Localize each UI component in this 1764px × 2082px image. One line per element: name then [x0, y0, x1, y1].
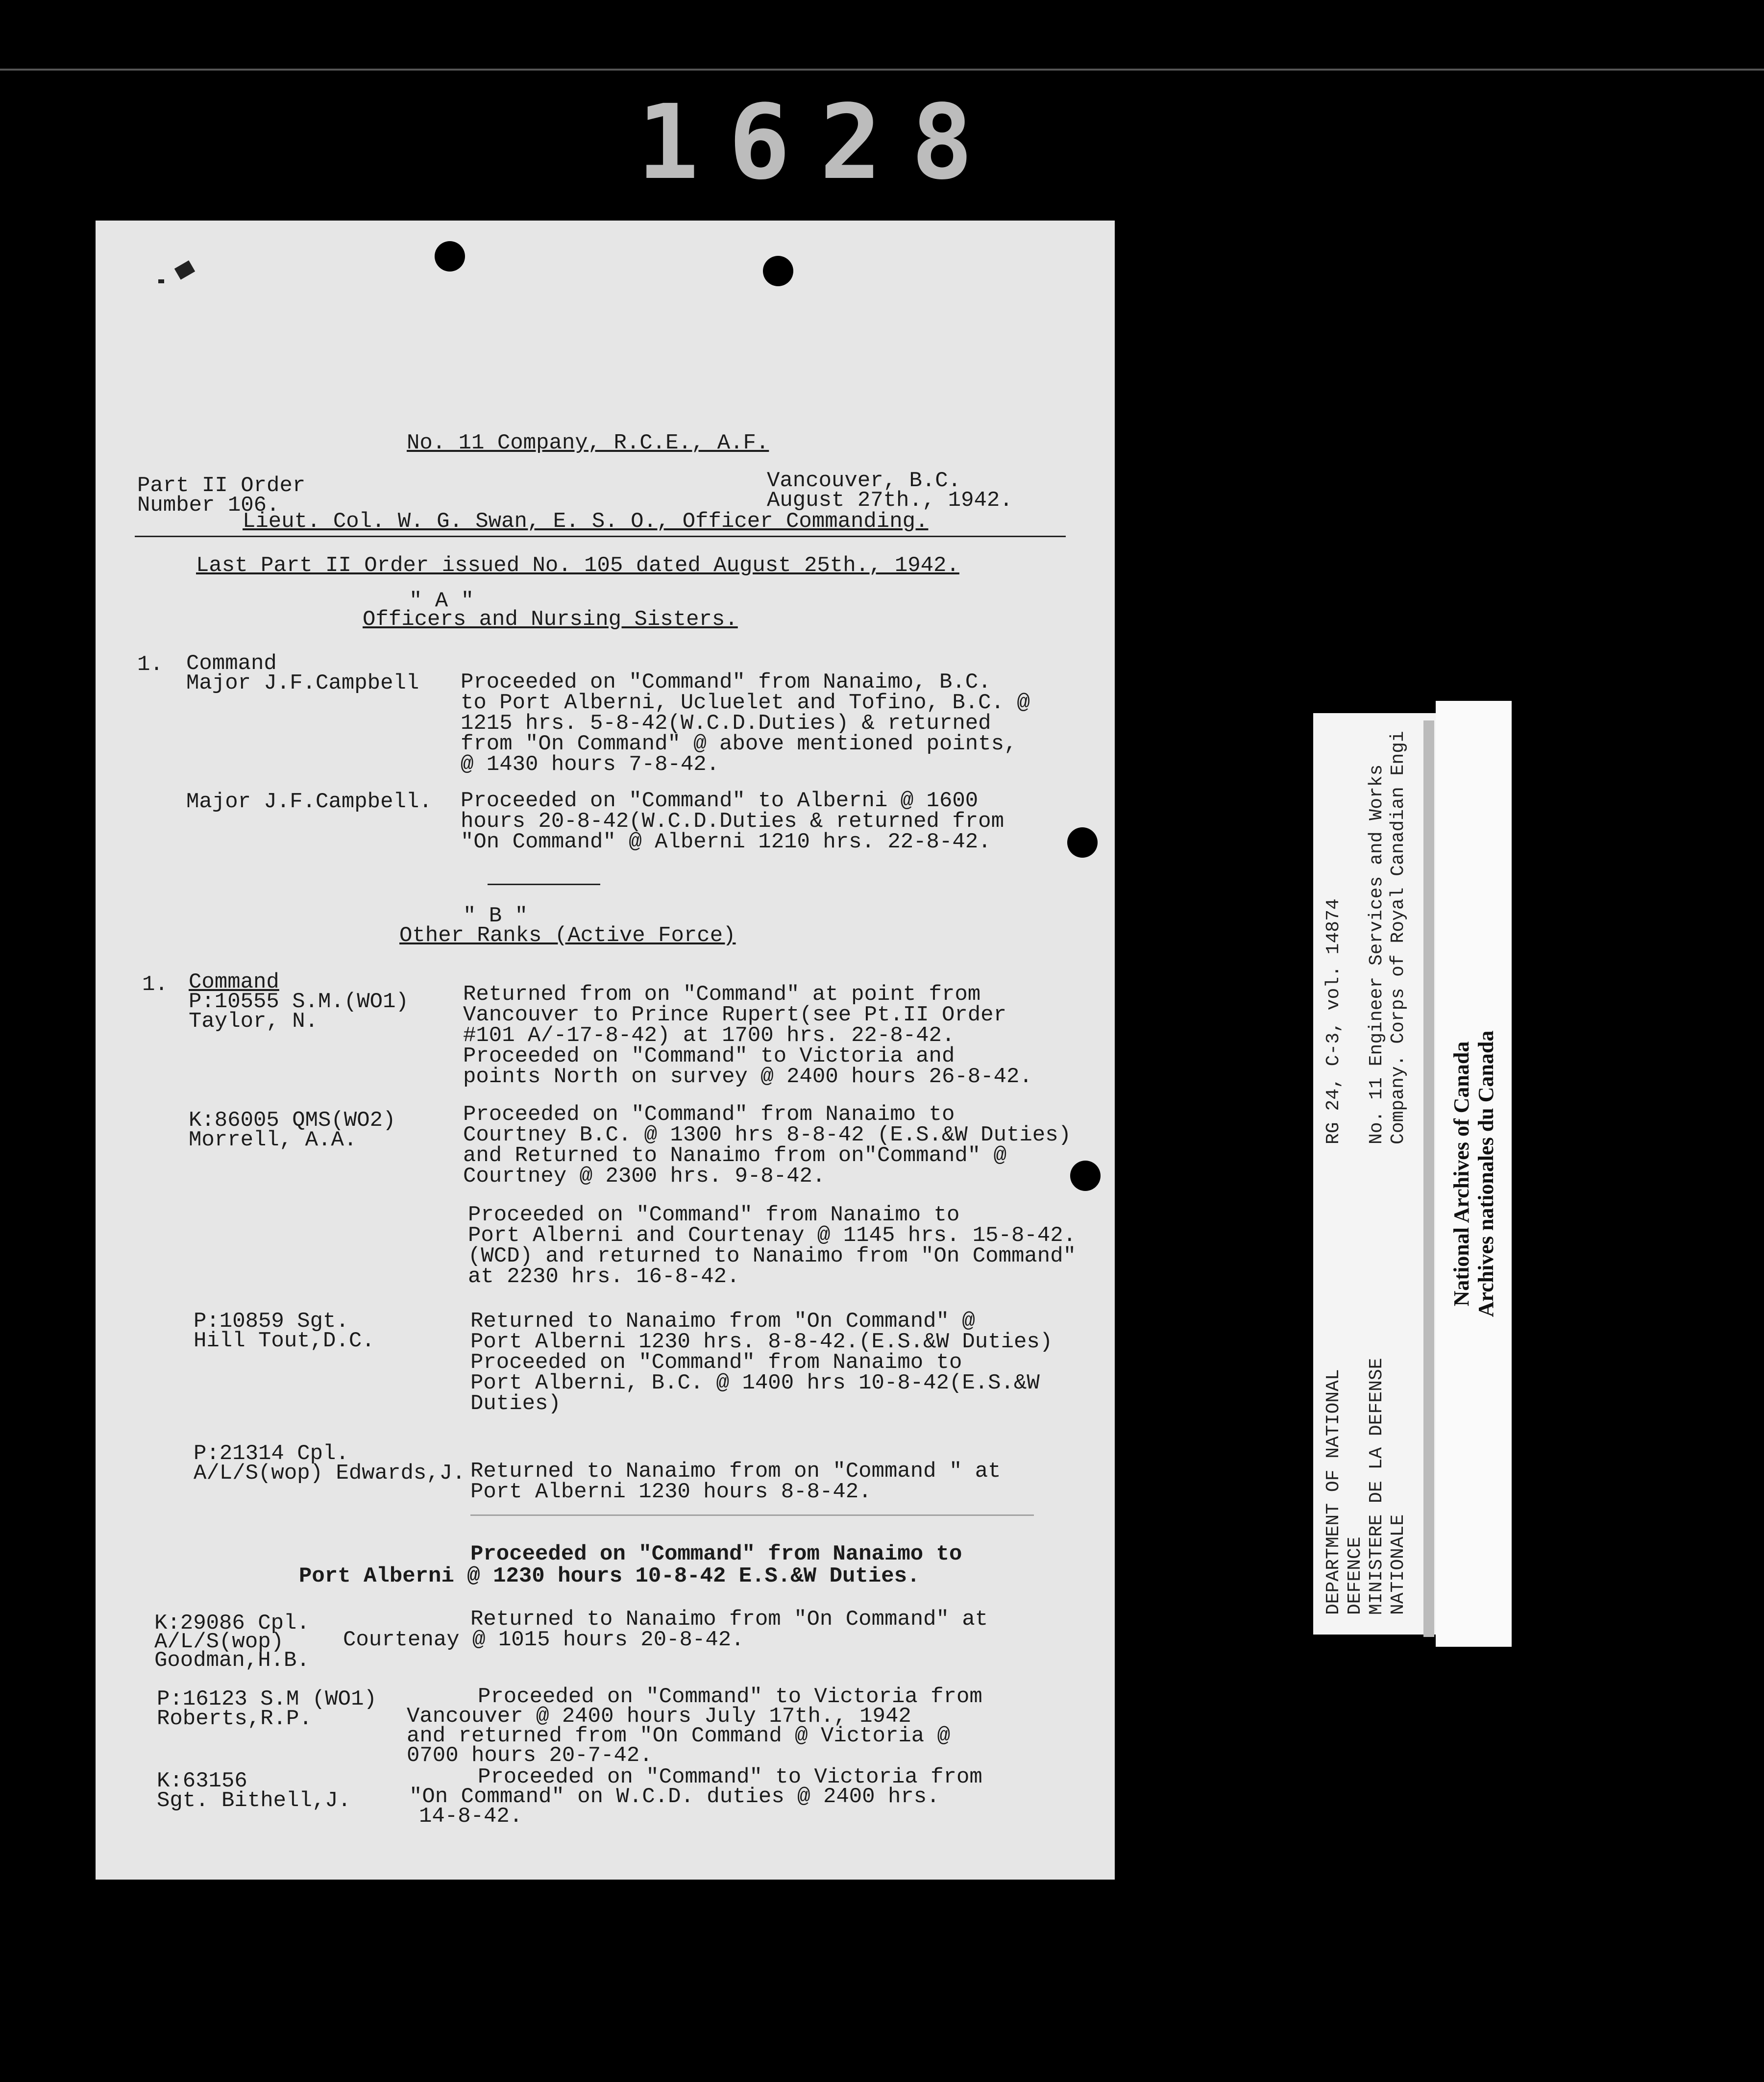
entry-name: Morrell, A.A.	[189, 1128, 357, 1152]
entry-text-line: at 2230 hrs. 16-8-42.	[468, 1264, 740, 1289]
label-line: DEPARTMENT OF NATIONAL	[1323, 1369, 1344, 1615]
archives-name-en: National Archives of Canada	[1449, 1041, 1473, 1307]
entry-text-line: Courtney B.C. @ 1300 hrs 8-8-42 (E.S.&W Duties)	[463, 1123, 1072, 1147]
ink-blot	[158, 279, 164, 283]
entry-text-line: and Returned to Nanaimo from on"Command" @	[463, 1143, 1006, 1168]
header-rule	[135, 536, 1066, 537]
entry-text-line: Duties)	[470, 1391, 561, 1416]
entry-text-line: Returned from on "Command" at point from	[463, 982, 981, 1007]
section-a-item-heading: Command	[186, 651, 277, 676]
entry-name: P:10555 S.M.(WO1)	[189, 990, 409, 1014]
entry-text-line: Port Alberni and Courtenay @ 1145 hrs. 15-8-42.	[468, 1223, 1077, 1248]
entry-text-line: "On Command" @ Alberni 1210 hrs. 22-8-42.	[461, 830, 991, 854]
last-order-line: Last Part II Order issued No. 105 dated August 25th., 1942.	[196, 553, 959, 578]
order-date: August 27th., 1942.	[767, 488, 1013, 513]
entry-name: K:86005 QMS(WO2)	[189, 1108, 396, 1133]
entry-text-line: to Port Alberni, Ucluelet and Tofino, B.C. @	[461, 691, 1030, 715]
section-a-title: Officers and Nursing Sisters.	[363, 607, 738, 632]
entry-name: Taylor, N.	[189, 1009, 318, 1034]
section-a-letter: " A "	[409, 589, 474, 613]
label-line: DEFENCE	[1345, 1537, 1366, 1615]
entry-name: Goodman,H.B.	[154, 1648, 310, 1673]
entry-text-line: Returned to Nanaimo from on "Command " at	[470, 1459, 1001, 1484]
archive-label	[1313, 713, 1437, 1635]
entry-name: Hill Tout,D.C.	[194, 1329, 375, 1353]
section-b-item-heading: Command	[189, 970, 279, 994]
entry-text-line: Port Alberni 1230 hours 8-8-42.	[470, 1480, 872, 1504]
bold-entry-line: Port Alberni @ 1230 hours 10-8-42 E.S.&W Duties.	[299, 1564, 920, 1588]
punch-hole	[435, 241, 465, 272]
entry-text-line: Proceeded on "Command" to Victoria from	[478, 1765, 982, 1789]
label-edge	[1423, 720, 1434, 1637]
entry-text-line: hours 20-8-42(W.C.D.Duties & returned from	[461, 809, 1004, 834]
entry-text-line: Proceeded on "Command" to Victoria and	[463, 1044, 955, 1068]
archives-slip	[1436, 701, 1512, 1647]
entry-name: A/L/S(wop)	[154, 1630, 284, 1654]
punch-hole	[1067, 827, 1098, 858]
entry-text-line: and returned from "On Command @ Victoria @	[407, 1724, 950, 1748]
archives-name-fr: Archives nationales du Canada	[1474, 1030, 1498, 1317]
entry-text-line: points North on survey @ 2400 hours 26-8-42.	[463, 1065, 1032, 1089]
entry-text-line: Port Alberni, B.C. @ 1400 hrs 10-8-42(E.S.&W	[470, 1371, 1040, 1395]
frame-number: 1628	[637, 82, 1003, 202]
entry-name: Major J.F.Campbell.	[186, 790, 432, 814]
entry-text-line: Port Alberni 1230 hrs. 8-8-42.(E.S.&W Duties)	[470, 1330, 1053, 1354]
section-a-item-number: 1.	[137, 652, 163, 677]
entry-text-line: Courtney @ 2300 hrs. 9-8-42.	[463, 1164, 826, 1189]
bold-entry-line: Proceeded on "Command" from Nanaimo to	[470, 1542, 962, 1566]
label-department	[1323, 1358, 1409, 1615]
order-number: Number 106.	[137, 493, 280, 518]
entry-name: P:16123 S.M (WO1)	[157, 1687, 377, 1711]
entry-text-line: Returned to Nanaimo from "On Command" at	[470, 1607, 988, 1632]
entry-text-line: Proceeded on "Command" from Nanaimo to	[463, 1102, 955, 1127]
entry-name: Sgt. Bithell,J.	[157, 1788, 351, 1813]
entry-text-line: #101 A/-17-8-42) at 1700 hrs. 22-8-42.	[463, 1023, 955, 1048]
entry-name: Major J.F.Campbell	[186, 671, 419, 695]
document-page	[96, 221, 1115, 1880]
entry-name: P:10859 Sgt.	[194, 1309, 349, 1334]
entry-text-line: Vancouver to Prince Rupert(see Pt.II Order	[463, 1003, 1006, 1027]
archives-name-block	[1449, 701, 1498, 1647]
label-line: NATIONALE	[1388, 1514, 1409, 1615]
entry-text-line: 0700 hours 20-7-42.	[407, 1743, 653, 1768]
entry-text-line: Returned to Nanaimo from "On Command" @	[470, 1309, 975, 1334]
entry-text-line: Proceeded on "Command" to Victoria from	[478, 1685, 982, 1709]
entry-text-line: Proceeded on "Command" to Alberni @ 1600	[461, 789, 979, 813]
ink-blot	[174, 260, 195, 280]
entry-name: A/L/S(wop) Edwards,J.	[194, 1461, 466, 1486]
punch-hole	[763, 256, 793, 286]
entry-text-line: Courtenay @ 1015 hours 20-8-42.	[343, 1628, 744, 1652]
entry-text-line: (WCD) and returned to Nanaimo from "On Command"	[468, 1244, 1077, 1268]
entry-text-line: Proceeded on "Command" from Nanaimo, B.C.	[461, 670, 991, 694]
label-line: MINISTERE DE LA DEFENSE	[1366, 1358, 1387, 1615]
entry-name: K:29086 Cpl.	[154, 1611, 310, 1636]
label-reference	[1323, 731, 1409, 1144]
section-b-title: Other Ranks (Active Force)	[399, 923, 736, 948]
label-line: RG 24, C-3, vol. 14874	[1323, 898, 1344, 1144]
unit-heading: No. 11 Company, R.C.E., A.F.	[407, 431, 769, 455]
entry-name: K:63156	[157, 1769, 247, 1793]
entry-name: Roberts,R.P.	[157, 1707, 312, 1731]
section-b-letter: " B "	[463, 904, 528, 928]
section-divider	[488, 884, 600, 885]
section-b-item-number: 1.	[142, 972, 168, 997]
entry-text-line: Proceeded on "Command" from Nanaimo to	[470, 1350, 962, 1375]
commander-line: Lieut. Col. W. G. Swan, E. S. O., Officer Commanding.	[243, 509, 929, 534]
label-line: Company. Corps of Royal Canadian Engi	[1388, 731, 1409, 1144]
entry-name: P:21314 Cpl.	[194, 1441, 349, 1466]
entry-text-line: "On Command" on W.C.D. duties @ 2400 hrs.	[409, 1785, 940, 1809]
entry-text-line: Vancouver @ 2400 hours July 17th., 1942	[407, 1704, 911, 1729]
punch-hole	[1070, 1161, 1101, 1191]
entry-text-line: @ 1430 hours 7-8-42.	[461, 752, 720, 777]
struck-line	[470, 1514, 1034, 1516]
location: Vancouver, B.C.	[767, 469, 961, 493]
entry-text-line: from "On Command" @ above mentioned points,	[461, 732, 1017, 756]
order-part: Part II Order	[137, 473, 306, 498]
label-line: No. 11 Engineer Services and Works	[1366, 764, 1387, 1144]
entry-text-line: Proceeded on "Command" from Nanaimo to	[468, 1203, 960, 1227]
film-edge-line	[0, 69, 1764, 71]
entry-text-line: 1215 hrs. 5-8-42(W.C.D.Duties) & returned	[461, 711, 991, 736]
entry-text-line: 14-8-42.	[419, 1804, 523, 1829]
